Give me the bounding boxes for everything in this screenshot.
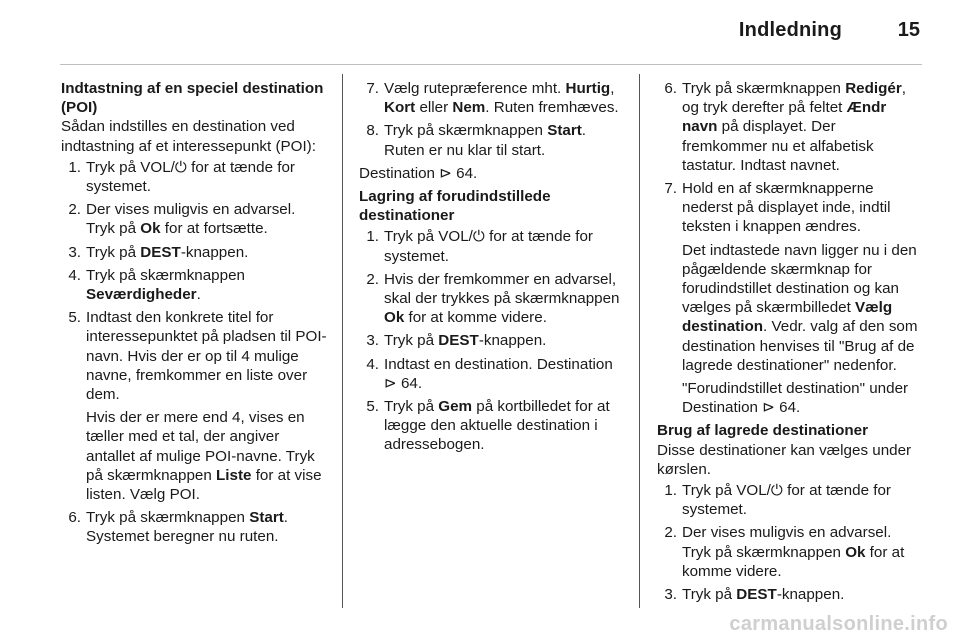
- list-item-continuation: Det indtastede navn ligger nu i den pågældende skærmknap for forudindstillet destination og kan vælges på skærmbilledet Vælg destination. Vedr. valg af den som destination henvises til "Brug af de lagrede destinationer" nedenfor.: [682, 241, 918, 374]
- column-2: [359, 79, 627, 455]
- list-item: 6. Tryk på skærmknappen Start. Systemet beregner nu ruten.: [68, 509, 289, 546]
- dest-button-ref: DEST: [140, 243, 181, 261]
- page-number: 15: [897, 19, 920, 41]
- list-item-continuation: Hvis der er mere end 4, vises en tæller med et tal, der angiver antallet af mulige POI-navne. Tryk på skærmknappen Liste for at vise listen. Vælg POI.: [86, 409, 322, 504]
- list-item: 7. Vælg rutepræference mht. Hurtig, Kort eller Nem. Ruten fremhæves.: [366, 80, 619, 117]
- list-item: 2. Der vises muligvis en advarsel. Tryk på Ok for at fortsætte.: [68, 201, 296, 238]
- list-item: 5. Tryk på Gem på kortbilledet for at lægge den aktuelle destination i adressebogen.: [366, 398, 610, 454]
- cross-reference: Destination ⊳ 64.: [359, 164, 478, 182]
- list-item: 3. Tryk på DEST-knappen.: [664, 586, 845, 604]
- column-divider-1: [342, 74, 343, 608]
- steps-list-saving-cont: [657, 79, 923, 417]
- column-3: [657, 79, 923, 604]
- steps-list-poi-cont: [359, 79, 627, 160]
- steps-list-saving: [359, 227, 627, 454]
- header-rule: [60, 64, 922, 65]
- watermark-text: carmanualsonline.info: [729, 613, 948, 635]
- list-item: 3. Tryk på DEST-knappen.: [68, 243, 249, 261]
- column-divider-2: [639, 74, 640, 608]
- column-1: [61, 79, 327, 547]
- section-heading-using: Brug af lagrede destinationer: [657, 422, 868, 440]
- ok-button-ref: Ok: [140, 220, 161, 238]
- intro-text: Sådan indstilles en destination ved indtastning af et interessepunkt (POI):: [61, 118, 316, 155]
- intro-text: Disse destinationer kan vælges under kørslen.: [657, 441, 912, 478]
- list-item: 3. Tryk på DEST-knappen.: [366, 332, 547, 350]
- steps-list-using: [657, 481, 923, 604]
- section-heading-poi: Indtastning af en speciel destination (POI): [61, 80, 324, 117]
- page-header: [0, 0, 960, 64]
- steps-list-poi: [61, 158, 327, 547]
- liste-button-ref: Liste: [216, 466, 252, 484]
- list-item-continuation: "Forudindstillet destination" under Destination ⊳ 64.: [682, 380, 909, 417]
- section-heading-saving: Lagring af forudindstillede destinationer: [359, 188, 551, 225]
- list-item: 6. Tryk på skærmknappen Redigér, og tryk derefter på feltet Ændr navn på displayet. Der fremkommer nu et alfabetisk tastatur. Indtast navnet.: [664, 80, 906, 174]
- sevaerdigheder-button-ref: Seværdigheder: [86, 286, 197, 304]
- list-item: 4. Tryk på skærmknappen Seværdigheder.: [68, 266, 245, 304]
- list-item: 8. Tryk på skærmknappen Start. Ruten er nu klar til start.: [366, 122, 587, 159]
- list-item: 1. Tryk på VOL/⏻ for at tænde for systemet.: [366, 228, 593, 265]
- start-button-ref: Start: [249, 509, 284, 527]
- list-item: 1. Tryk på VOL/⏻ for at tænde for systemet.: [664, 482, 891, 519]
- list-item: 5. Indtast den konkrete titel for interessepunktet på pladsen til POI-navn. Hvis der er op til 4 mulige navne, fremkommer en liste over dem. Hvis der er mere end 4, vises en tæller med et tal, der angiver antallet af mulige POI-navne. Tryk på skærmknappen Liste for at vise listen. Vælg POI.: [68, 309, 327, 504]
- list-item: 2. Der vises muligvis en advarsel. Tryk på skærmknappen Ok for at komme videre.: [664, 524, 905, 580]
- section-title: Indledning: [738, 19, 842, 41]
- list-item: 1. Tryk på VOL/⏻ for at tænde for systemet.: [68, 158, 295, 196]
- list-item: 4. Indtast en destination. Destination ⊳ 64.: [366, 355, 613, 392]
- list-item: 7. Hold en af skærmknapperne nederst på displayet inde, indtil teksten i knappen ændres. Det indtastede navn ligger nu i den pågældende skærmknap for forudindstillet destination og kan vælges på skærmbilledet Vælg destination. Vedr. valg af den som destination henvises til "Brug af de lagrede destinationer" nedenfor. "Forudindstillet destination" under Destination ⊳ 64.: [657, 179, 923, 417]
- list-item: 2. Hvis der fremkommer en advarsel, skal der trykkes på skærmknappen Ok for at komme videre.: [366, 270, 620, 327]
